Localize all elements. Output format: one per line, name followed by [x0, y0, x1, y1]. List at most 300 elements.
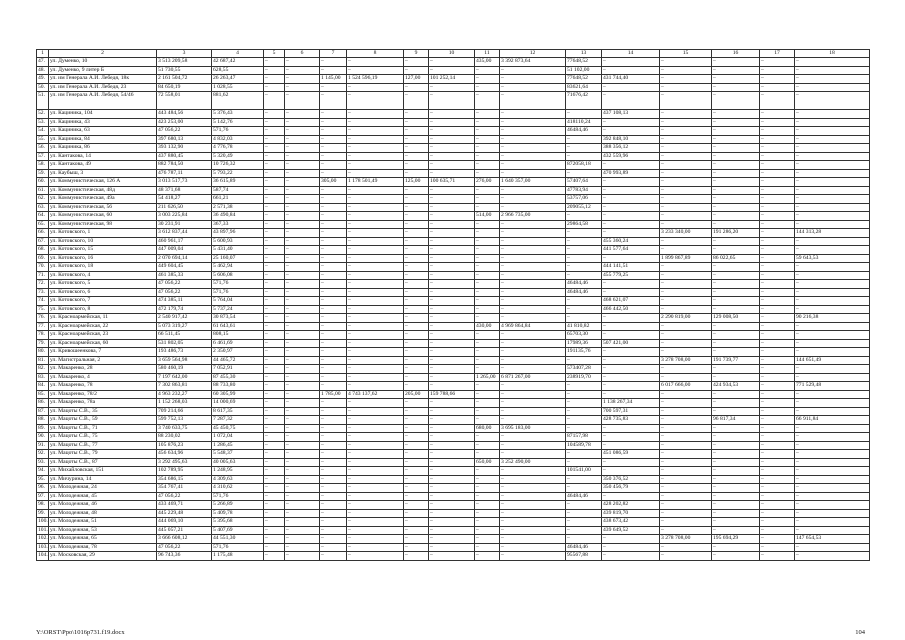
- value-cell: –: [285, 339, 320, 348]
- address-cell: ул. Магистральная, 2: [49, 356, 157, 365]
- value-cell: –: [320, 254, 347, 263]
- value-cell: –: [264, 348, 285, 357]
- value-cell: –: [404, 365, 429, 374]
- value-cell: –: [320, 169, 347, 178]
- value-cell: –: [264, 450, 285, 459]
- value-cell: –: [602, 212, 660, 221]
- value-cell: –: [347, 484, 404, 493]
- value-cell: –: [285, 297, 320, 306]
- value-cell: –: [264, 271, 285, 280]
- value-cell: 95567,88: [566, 552, 602, 561]
- value-cell: –: [347, 348, 404, 357]
- row-number-cell: 54.: [37, 127, 49, 136]
- value-cell: 47 056,22: [157, 280, 212, 289]
- row-number-cell: 69.: [37, 254, 49, 263]
- value-cell: 3 013 517,73: [157, 178, 212, 187]
- value-cell: –: [264, 127, 285, 136]
- value-cell: –: [500, 416, 566, 425]
- value-cell: –: [566, 424, 602, 433]
- value-cell: –: [760, 331, 795, 340]
- value-cell: –: [660, 280, 712, 289]
- value-cell: –: [712, 339, 760, 348]
- column-header: 13: [566, 50, 602, 58]
- value-cell: 159 788,66: [429, 390, 475, 399]
- value-cell: –: [602, 492, 660, 501]
- value-cell: 276,00: [475, 178, 500, 187]
- value-cell: –: [660, 144, 712, 153]
- value-cell: 41 810,82: [566, 322, 602, 331]
- value-cell: –: [429, 229, 475, 238]
- value-cell: 46484,46: [566, 543, 602, 552]
- address-cell: ул. Котовского, 8: [49, 305, 157, 314]
- value-cell: –: [602, 161, 660, 170]
- header-row: [37, 50, 870, 58]
- value-cell: –: [566, 237, 602, 246]
- value-cell: –: [404, 492, 429, 501]
- value-cell: 127,00: [404, 75, 429, 84]
- value-cell: –: [347, 127, 404, 136]
- value-cell: –: [264, 424, 285, 433]
- value-cell: –: [404, 246, 429, 255]
- value-cell: –: [404, 58, 429, 67]
- value-cell: –: [566, 484, 602, 493]
- value-cell: –: [660, 552, 712, 561]
- value-cell: –: [760, 433, 795, 442]
- value-cell: –: [285, 66, 320, 75]
- address-cell: ул. Мацоты С.В., 59: [49, 416, 157, 425]
- value-cell: –: [760, 356, 795, 365]
- value-cell: –: [760, 475, 795, 484]
- value-cell: –: [712, 373, 760, 382]
- value-cell: –: [602, 373, 660, 382]
- value-cell: –: [760, 467, 795, 476]
- column-header: 10: [429, 50, 475, 58]
- value-cell: –: [285, 152, 320, 161]
- value-cell: –: [475, 254, 500, 263]
- value-cell: –: [347, 458, 404, 467]
- value-cell: –: [347, 518, 404, 527]
- value-cell: 1 524 596,19: [347, 75, 404, 84]
- value-cell: –: [264, 161, 285, 170]
- value-cell: –: [429, 186, 475, 195]
- row-number-cell: 85.: [37, 390, 49, 399]
- value-cell: –: [712, 297, 760, 306]
- value-cell: –: [320, 135, 347, 144]
- value-cell: –: [500, 339, 566, 348]
- value-cell: 47 056,22: [157, 492, 212, 501]
- value-cell: –: [660, 83, 712, 92]
- value-cell: –: [285, 543, 320, 552]
- value-cell: 65703,30: [566, 331, 602, 340]
- value-cell: –: [404, 399, 429, 408]
- value-cell: –: [347, 501, 404, 510]
- table-row: [37, 178, 870, 187]
- column-header: 9: [404, 50, 429, 58]
- value-cell: –: [712, 127, 760, 136]
- value-cell: –: [660, 58, 712, 67]
- value-cell: –: [500, 195, 566, 204]
- value-cell: 29864,58: [566, 220, 602, 229]
- value-cell: –: [712, 220, 760, 229]
- row-number-cell: 71.: [37, 271, 49, 280]
- value-cell: 5 395,68: [212, 518, 264, 527]
- value-cell: –: [429, 365, 475, 374]
- row-number-cell: 92.: [37, 450, 49, 459]
- row-number-cell: 61.: [37, 186, 49, 195]
- value-cell: –: [320, 475, 347, 484]
- value-cell: –: [712, 365, 760, 374]
- value-cell: –: [264, 135, 285, 144]
- value-cell: –: [429, 66, 475, 75]
- value-cell: –: [347, 280, 404, 289]
- value-cell: –: [404, 501, 429, 510]
- value-cell: 3 695 183,00: [500, 424, 566, 433]
- value-cell: –: [760, 348, 795, 357]
- table-row: [37, 339, 870, 348]
- value-cell: –: [475, 110, 500, 119]
- address-cell: ул. Котовского, 15: [49, 246, 157, 255]
- value-cell: –: [795, 424, 870, 433]
- address-cell: ул. Мичурина, 14: [49, 475, 157, 484]
- address-cell: ул. им Генерала А.И. Лебедя, 18к: [49, 75, 157, 84]
- row-number-cell: 86.: [37, 399, 49, 408]
- value-cell: 3 233 340,00: [660, 229, 712, 238]
- value-cell: 709 214,66: [157, 407, 212, 416]
- row-number-cell: 65.: [37, 220, 49, 229]
- column-header: 2: [49, 50, 157, 58]
- value-cell: 571,76: [212, 492, 264, 501]
- table-row: [37, 305, 870, 314]
- value-cell: –: [429, 92, 475, 110]
- value-cell: –: [404, 450, 429, 459]
- value-cell: –: [475, 203, 500, 212]
- value-cell: 4 309,63: [212, 475, 264, 484]
- value-cell: 571,76: [212, 543, 264, 552]
- value-cell: –: [795, 407, 870, 416]
- value-cell: –: [475, 127, 500, 136]
- value-cell: 5 320,49: [212, 152, 264, 161]
- table-row: [37, 492, 870, 501]
- value-cell: –: [285, 212, 320, 221]
- row-number-cell: 62.: [37, 195, 49, 204]
- value-cell: –: [760, 424, 795, 433]
- address-cell: ул. Кациника, 43: [49, 118, 157, 127]
- value-cell: –: [760, 83, 795, 92]
- value-cell: –: [795, 178, 870, 187]
- value-cell: –: [264, 484, 285, 493]
- value-cell: –: [347, 356, 404, 365]
- value-cell: –: [347, 433, 404, 442]
- value-cell: 447 009,04: [157, 246, 212, 255]
- address-cell: ул. Котовского, 18: [49, 263, 157, 272]
- address-cell: ул. Красноармейская, 60: [49, 339, 157, 348]
- value-cell: 104589,78: [566, 441, 602, 450]
- value-cell: –: [475, 305, 500, 314]
- value-cell: –: [500, 450, 566, 459]
- value-cell: –: [760, 229, 795, 238]
- value-cell: –: [320, 127, 347, 136]
- value-cell: 354 686,15: [157, 475, 212, 484]
- value-cell: –: [347, 161, 404, 170]
- row-number-cell: 99.: [37, 509, 49, 518]
- value-cell: –: [285, 322, 320, 331]
- column-header: 5: [264, 50, 285, 58]
- address-cell: ул. Макаренко, 78: [49, 382, 157, 391]
- value-cell: –: [285, 110, 320, 119]
- value-cell: –: [404, 339, 429, 348]
- value-cell: 1 785,00: [320, 390, 347, 399]
- value-cell: –: [347, 271, 404, 280]
- value-cell: 2 070 694,14: [157, 254, 212, 263]
- value-cell: –: [500, 127, 566, 136]
- row-number-cell: 49.: [37, 75, 49, 84]
- value-cell: –: [660, 305, 712, 314]
- address-cell: ул. Коммунистическая, 49а: [49, 195, 157, 204]
- value-cell: –: [760, 203, 795, 212]
- value-cell: –: [347, 535, 404, 544]
- value-cell: –: [712, 246, 760, 255]
- value-cell: –: [429, 203, 475, 212]
- value-cell: 628,55: [212, 66, 264, 75]
- value-cell: –: [760, 407, 795, 416]
- value-cell: 129 008,50: [712, 314, 760, 323]
- value-cell: 205,00: [404, 390, 429, 399]
- value-cell: –: [404, 92, 429, 110]
- value-cell: –: [660, 75, 712, 84]
- value-cell: –: [500, 543, 566, 552]
- value-cell: –: [475, 543, 500, 552]
- value-cell: –: [264, 390, 285, 399]
- value-cell: 3 740 633,75: [157, 424, 212, 433]
- value-cell: –: [795, 552, 870, 561]
- value-cell: –: [429, 331, 475, 340]
- value-cell: –: [795, 509, 870, 518]
- value-cell: –: [404, 66, 429, 75]
- value-cell: –: [429, 543, 475, 552]
- value-cell: 571,76: [212, 127, 264, 136]
- value-cell: –: [347, 195, 404, 204]
- value-cell: –: [795, 246, 870, 255]
- address-cell: ул. Молодежная, 51: [49, 518, 157, 527]
- value-cell: –: [320, 83, 347, 92]
- value-cell: –: [660, 118, 712, 127]
- value-cell: –: [347, 467, 404, 476]
- value-cell: 435,00: [475, 58, 500, 67]
- value-cell: 5 764,04: [212, 297, 264, 306]
- value-cell: –: [264, 110, 285, 119]
- value-cell: –: [347, 543, 404, 552]
- value-cell: –: [795, 288, 870, 297]
- value-cell: –: [566, 450, 602, 459]
- value-cell: –: [760, 237, 795, 246]
- value-cell: –: [660, 399, 712, 408]
- value-cell: –: [404, 161, 429, 170]
- value-cell: –: [760, 382, 795, 391]
- value-cell: –: [404, 110, 429, 119]
- value-cell: 90 216,38: [795, 314, 870, 323]
- value-cell: –: [285, 178, 320, 187]
- address-cell: ул. Макаренко, 78а: [49, 399, 157, 408]
- value-cell: –: [660, 458, 712, 467]
- value-cell: –: [712, 152, 760, 161]
- value-cell: –: [760, 535, 795, 544]
- value-cell: –: [475, 271, 500, 280]
- value-cell: –: [264, 92, 285, 110]
- value-cell: –: [264, 314, 285, 323]
- value-cell: –: [566, 271, 602, 280]
- value-cell: –: [404, 127, 429, 136]
- value-cell: 514,00: [475, 212, 500, 221]
- value-cell: –: [500, 390, 566, 399]
- value-cell: –: [660, 543, 712, 552]
- value-cell: 2 966 735,00: [500, 212, 566, 221]
- value-cell: 59 643,53: [795, 254, 870, 263]
- value-cell: –: [475, 484, 500, 493]
- value-cell: 6 461,69: [212, 339, 264, 348]
- value-cell: –: [795, 271, 870, 280]
- table-row: [37, 535, 870, 544]
- value-cell: –: [602, 382, 660, 391]
- address-cell: ул. им Генерала А.И. Лебедя, 54/46: [49, 92, 157, 110]
- value-cell: 51 102,00: [566, 66, 602, 75]
- value-cell: 3 003 225,84: [157, 212, 212, 221]
- value-cell: –: [500, 186, 566, 195]
- value-cell: –: [660, 152, 712, 161]
- value-cell: –: [285, 509, 320, 518]
- value-cell: –: [429, 305, 475, 314]
- value-cell: –: [347, 399, 404, 408]
- table-row: [37, 212, 870, 221]
- value-cell: –: [285, 552, 320, 561]
- address-cell: ул. Кривошеенкова, 7: [49, 348, 157, 357]
- value-cell: 101541,00: [566, 467, 602, 476]
- table-row: [37, 220, 870, 229]
- value-cell: –: [602, 535, 660, 544]
- column-header: 18: [795, 50, 870, 58]
- value-cell: –: [660, 263, 712, 272]
- value-cell: 350 376,52: [602, 475, 660, 484]
- address-cell: ул. Мацоты С.В., 35: [49, 407, 157, 416]
- row-number-cell: 89.: [37, 424, 49, 433]
- value-cell: –: [760, 280, 795, 289]
- value-cell: –: [475, 220, 500, 229]
- value-cell: –: [760, 305, 795, 314]
- value-cell: –: [475, 526, 500, 535]
- value-cell: –: [404, 526, 429, 535]
- value-cell: –: [500, 509, 566, 518]
- value-cell: –: [500, 110, 566, 119]
- value-cell: 7 302 863,81: [157, 382, 212, 391]
- value-cell: –: [285, 169, 320, 178]
- value-cell: –: [795, 127, 870, 136]
- value-cell: –: [602, 83, 660, 92]
- value-cell: 573407,28: [566, 365, 602, 374]
- row-number-cell: 55.: [37, 135, 49, 144]
- row-number-cell: 82.: [37, 365, 49, 374]
- address-cell: ул. Молодежная, 24: [49, 484, 157, 493]
- value-cell: –: [320, 195, 347, 204]
- value-cell: –: [660, 390, 712, 399]
- value-cell: –: [602, 314, 660, 323]
- value-cell: 42 687,42: [212, 58, 264, 67]
- value-cell: –: [712, 492, 760, 501]
- address-cell: ул. Красноармейская, 23: [49, 331, 157, 340]
- value-cell: –: [566, 254, 602, 263]
- value-cell: –: [264, 305, 285, 314]
- value-cell: –: [347, 441, 404, 450]
- value-cell: –: [795, 501, 870, 510]
- value-cell: –: [602, 58, 660, 67]
- value-cell: –: [712, 518, 760, 527]
- value-cell: –: [429, 433, 475, 442]
- value-cell: 424 934,53: [712, 382, 760, 391]
- table-row: [37, 373, 870, 382]
- address-cell: ул. Мацоты С.В., 71: [49, 424, 157, 433]
- value-cell: –: [475, 467, 500, 476]
- value-cell: –: [429, 169, 475, 178]
- value-cell: 455 360,24: [602, 237, 660, 246]
- value-cell: –: [285, 203, 320, 212]
- value-cell: –: [347, 365, 404, 374]
- value-cell: –: [760, 399, 795, 408]
- value-cell: –: [347, 331, 404, 340]
- table-row: [37, 356, 870, 365]
- address-cell: ул. Молодежная, 53: [49, 526, 157, 535]
- value-cell: –: [347, 169, 404, 178]
- value-cell: –: [320, 305, 347, 314]
- value-cell: –: [285, 365, 320, 374]
- value-cell: 4 832,03: [212, 135, 264, 144]
- value-cell: –: [500, 348, 566, 357]
- value-cell: 195 694,29: [712, 535, 760, 544]
- value-cell: –: [320, 543, 347, 552]
- value-cell: –: [475, 399, 500, 408]
- value-cell: –: [795, 212, 870, 221]
- value-cell: –: [712, 475, 760, 484]
- value-cell: 5 409,78: [212, 509, 264, 518]
- value-cell: –: [429, 382, 475, 391]
- value-cell: –: [429, 458, 475, 467]
- value-cell: 2 571,38: [212, 203, 264, 212]
- value-cell: –: [475, 390, 500, 399]
- value-cell: –: [660, 475, 712, 484]
- value-cell: –: [566, 144, 602, 153]
- value-cell: –: [404, 484, 429, 493]
- value-cell: 443 484,56: [157, 110, 212, 119]
- value-cell: 431 744,40: [602, 75, 660, 84]
- value-cell: 238919,70: [566, 373, 602, 382]
- value-cell: –: [500, 118, 566, 127]
- value-cell: –: [404, 203, 429, 212]
- value-cell: –: [475, 450, 500, 459]
- value-cell: –: [602, 254, 660, 263]
- table-row: [37, 83, 870, 92]
- table-row: [37, 297, 870, 306]
- value-cell: –: [429, 220, 475, 229]
- value-cell: –: [712, 212, 760, 221]
- value-cell: –: [566, 229, 602, 238]
- value-cell: –: [475, 331, 500, 340]
- value-cell: 144 651,49: [795, 356, 870, 365]
- value-cell: –: [475, 288, 500, 297]
- value-cell: –: [660, 178, 712, 187]
- value-cell: –: [285, 348, 320, 357]
- value-cell: –: [285, 135, 320, 144]
- value-cell: –: [285, 373, 320, 382]
- value-cell: 1 899 867,89: [660, 254, 712, 263]
- value-cell: –: [500, 518, 566, 527]
- value-cell: –: [760, 373, 795, 382]
